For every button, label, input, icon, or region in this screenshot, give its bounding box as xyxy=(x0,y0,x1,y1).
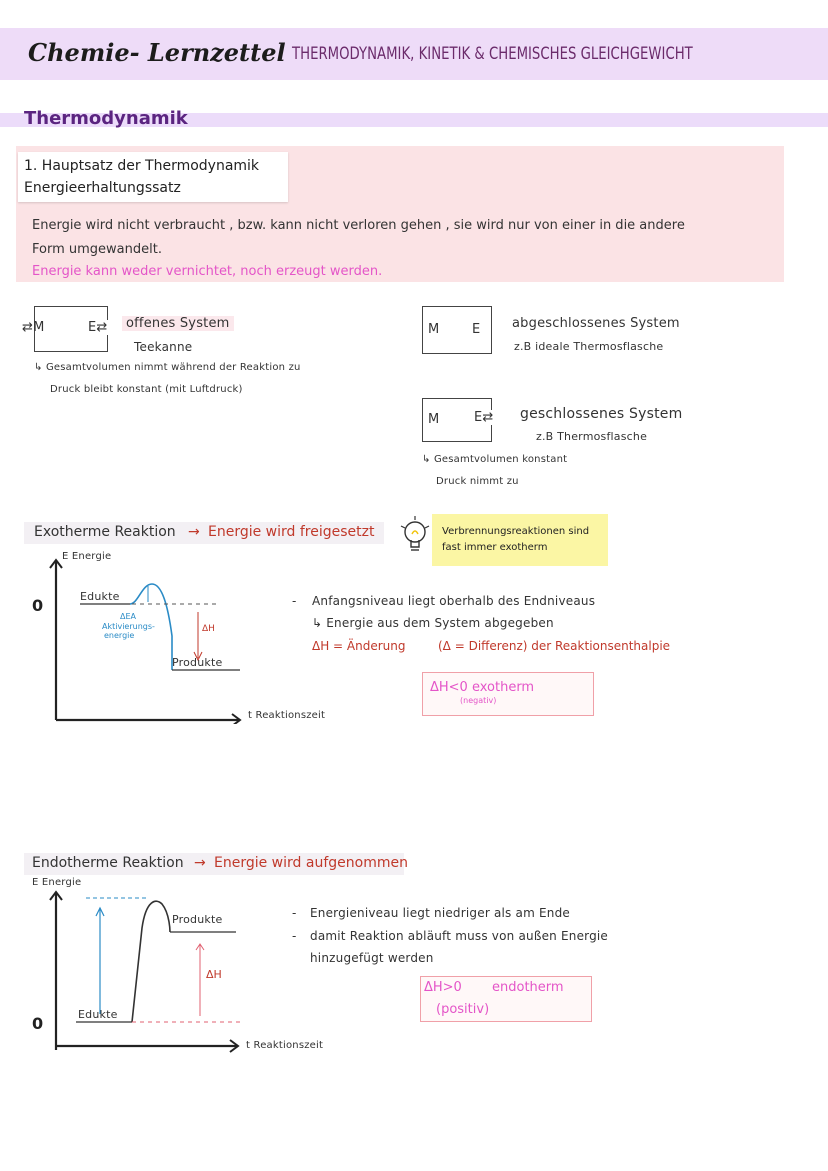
section-title: Thermodynamik xyxy=(24,108,188,129)
endotherm-callout-small: (positiv) xyxy=(436,1002,490,1017)
exotherm-bullet-dash-1: - xyxy=(292,594,297,608)
endotherm-axis-x: t Reaktionszeit xyxy=(246,1040,324,1051)
endotherm-callout-word: endotherm xyxy=(492,980,564,995)
endotherm-produkte: Produkte xyxy=(172,913,223,926)
endotherm-edukte: Edukte xyxy=(78,1008,118,1021)
tip-line-1: Verbrennungsreaktionen sind xyxy=(442,526,590,537)
exotherm-ea-label-2: energie xyxy=(104,631,135,640)
exotherm-produkte: Produkte xyxy=(172,656,223,669)
endotherm-bullet-dash-2: - xyxy=(292,929,297,943)
endotherm-callout-main: ΔH>0 xyxy=(424,980,462,995)
hauptsatz-text-1: Energie wird nicht verbraucht , bzw. kann nicht verloren gehen , sie wird nur von einer in die andere xyxy=(32,218,685,233)
hauptsatz-text-3: Energie kann weder vernichtet, noch erzeugt werden. xyxy=(32,264,383,279)
endotherm-bullet-1: Energieniveau liegt niedriger als am Ende xyxy=(310,906,570,920)
exotherm-callout-main: ΔH<0 exotherm xyxy=(430,680,535,695)
exotherm-bullet-3b: (Δ = Differenz) der Reaktionsenthalpie xyxy=(438,639,671,653)
endotherm-bullet-dash-1: - xyxy=(292,906,297,920)
closed-system-m: M xyxy=(428,412,440,427)
page-subtitle: THERMODYNAMIK, KINETIK & CHEMISCHES GLEICHGEWICHT xyxy=(292,44,693,64)
tip-card xyxy=(432,514,608,566)
hauptsatz-heading: 1. Hauptsatz der Thermodynamik xyxy=(24,158,260,174)
exotherm-axis-y: E Energie xyxy=(62,551,112,562)
endotherm-dh: ΔH xyxy=(206,968,222,981)
exotherm-bullet-3a: ΔH = Änderung xyxy=(312,639,406,653)
isolated-system-e: E xyxy=(472,322,481,337)
exotherm-callout-small: (negativ) xyxy=(460,696,497,705)
exotherm-ea-label-1: Aktivierungs- xyxy=(102,622,155,631)
exotherm-diagram xyxy=(30,556,250,724)
endotherm-heading: Endotherme Reaktion xyxy=(32,855,184,871)
endotherm-axis-y: E Energie xyxy=(32,877,82,888)
isolated-system-example: z.B ideale Thermosflasche xyxy=(514,340,664,353)
exotherm-edukte: Edukte xyxy=(80,590,120,603)
closed-system-note-1: ↳ Gesamtvolumen konstant xyxy=(422,454,568,465)
endotherm-bullet-2: damit Reaktion abläuft muss von außen Energie xyxy=(310,929,609,943)
exotherm-axis-x: t Reaktionszeit xyxy=(248,710,326,721)
endotherm-bullet-3: hinzugefügt werden xyxy=(310,951,434,965)
lightbulb-icon xyxy=(400,516,430,560)
exotherm-heading: Exotherme Reaktion xyxy=(34,524,176,540)
open-system-note-1: ↳ Gesamtvolumen nimmt während der Reaktion zu xyxy=(34,362,301,373)
isolated-system-m: M xyxy=(428,322,440,337)
closed-system-name: geschlossenes System xyxy=(520,406,683,422)
closed-system-e: E⇄ xyxy=(474,410,494,425)
open-system-m: ⇄M xyxy=(22,320,45,335)
exotherm-dh: ΔH xyxy=(202,624,215,634)
open-system-note-2: Druck bleibt konstant (mit Luftdruck) xyxy=(50,384,243,395)
hauptsatz-text-2: Form umgewandelt. xyxy=(32,242,162,257)
tip-line-2: fast immer exotherm xyxy=(442,542,548,553)
open-system-name: offenes System xyxy=(122,316,234,331)
exotherm-bullet-1: Anfangsniveau liegt oberhalb des Endniveaus xyxy=(312,594,596,608)
open-system-example: Teekanne xyxy=(134,340,193,354)
endotherm-heading-red: Energie wird aufgenommen xyxy=(214,855,408,871)
page-title: Chemie- Lernzettel xyxy=(28,38,286,67)
endotherm-arrow: → xyxy=(194,855,206,871)
open-system-e: E⇄ xyxy=(88,320,108,335)
exotherm-zero: 0 xyxy=(32,596,44,615)
closed-system-example: z.B Thermosflasche xyxy=(536,430,648,443)
exotherm-arrow: → xyxy=(188,524,200,540)
exotherm-ea: ΔEA xyxy=(120,612,136,621)
closed-system-note-2: Druck nimmt zu xyxy=(436,476,519,487)
isolated-system-name: abgeschlossenes System xyxy=(512,316,680,331)
endotherm-zero: 0 xyxy=(32,1014,44,1033)
hauptsatz-subheading: Energieerhaltungssatz xyxy=(24,180,181,196)
exotherm-heading-red: Energie wird freigesetzt xyxy=(208,524,375,540)
exotherm-bullet-2: ↳ Energie aus dem System abgegeben xyxy=(312,616,554,630)
